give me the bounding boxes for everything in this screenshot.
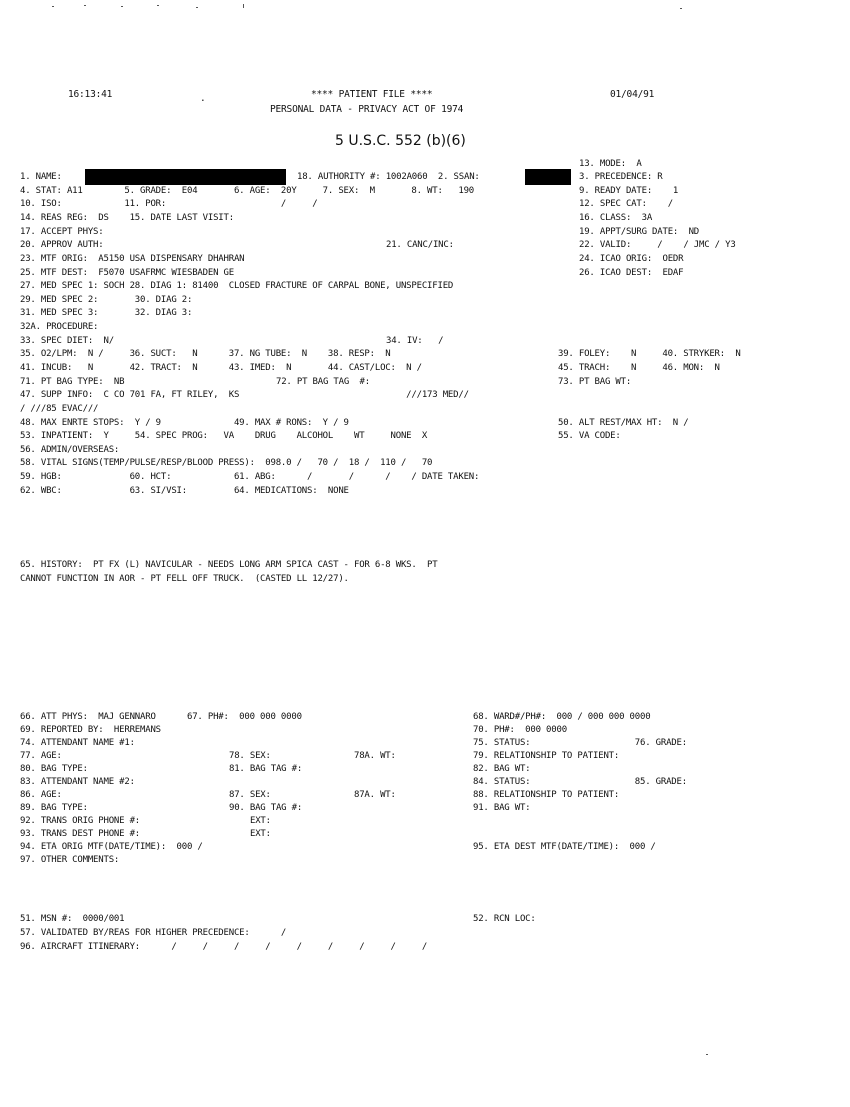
form-line: 62. WBC: 63. SI/VSI: 64. MEDICATIONS: NONE <box>20 486 349 496</box>
foia-exemption-stamp: 5 U.S.C. 552 (b)(6) <box>335 133 466 149</box>
form-line: 3. PRECEDENCE: R <box>579 172 663 182</box>
form-line: 50. ALT REST/MAX HT: N / <box>558 418 689 428</box>
ssan-redaction <box>525 169 571 185</box>
form-line: 83. ATTENDANT NAME #2: <box>20 777 135 787</box>
form-line: 88. RELATIONSHIP TO PATIENT: <box>473 790 620 800</box>
document-title: **** PATIENT FILE **** <box>311 89 433 100</box>
form-line: 70. PH#: 000 0000 <box>473 725 567 735</box>
form-line: 92. TRANS ORIG PHONE #: <box>20 816 141 826</box>
form-line: EXT: <box>250 829 271 839</box>
form-line: CANNOT FUNCTION IN AOR - PT FELL OFF TRUCK. (CASTED LL 12/27). <box>20 574 349 584</box>
form-line: 91. BAG WT: <box>473 803 531 813</box>
form-line: 14. REAS REG: DS 15. DATE LAST VISIT: <box>20 213 234 223</box>
form-line: 82. BAG WT: <box>473 764 531 774</box>
form-line: 1. NAME: <box>20 172 62 182</box>
scan-speck <box>121 6 123 7</box>
form-line: 84. STATUS: 85. GRADE: <box>473 777 687 787</box>
header-dot: . <box>200 93 206 104</box>
form-line: 72. PT BAG TAG #: <box>276 377 370 387</box>
form-line: 12. SPEC CAT: / <box>579 199 673 209</box>
form-line: 22. VALID: / / JMC / Y3 <box>579 240 736 250</box>
form-line: 69. REPORTED BY: HERREMANS <box>20 725 161 735</box>
form-line: 26. ICAO DEST: EDAF <box>579 268 684 278</box>
form-line: EXT: <box>250 816 271 826</box>
form-line: 23. MTF ORIG: A5150 USA DISPENSARY DHAHRAN <box>20 254 245 264</box>
form-line: 78A. WT: <box>354 751 396 761</box>
form-line: 79. RELATIONSHIP TO PATIENT: <box>473 751 620 761</box>
form-line: 33. SPEC DIET: N/ <box>20 336 114 346</box>
scan-speck <box>52 6 54 7</box>
report-time: 16:13:41 <box>68 89 113 100</box>
form-line: 48. MAX ENRTE STOPS: Y / 9 49. MAX # RONS: Y / 9 <box>20 418 349 428</box>
form-line: 89. BAG TYPE: <box>20 803 88 813</box>
form-line: 65. HISTORY: PT FX (L) NAVICULAR - NEEDS LONG ARM SPICA CAST - FOR 6-8 WKS. PT <box>20 560 438 570</box>
form-line: 87A. WT: <box>354 790 396 800</box>
form-line: 16. CLASS: 3A <box>579 213 653 223</box>
form-line: / ///85 EVAC/// <box>20 404 99 414</box>
form-line: 73. PT BAG WT: <box>558 377 632 387</box>
form-line: 53. INPATIENT: Y 54. SPEC PROG: VA DRUG ALCOHOL WT NONE X <box>20 431 428 441</box>
form-line: 10. ISO: 11. POR: / / <box>20 199 318 209</box>
form-line: 55. VA CODE: <box>558 431 621 441</box>
form-line: 68. WARD#/PH#: 000 / 000 000 0000 <box>473 712 651 722</box>
form-line: 21. CANC/INC: <box>386 240 454 250</box>
form-line: 93. TRANS DEST PHONE #: <box>20 829 141 839</box>
form-line: 34. IV: / <box>386 336 444 346</box>
form-line: 95. ETA DEST MTF(DATE/TIME): 000 / <box>473 842 656 852</box>
form-line: 4. STAT: A11 5. GRADE: E04 6. AGE: 20Y 7. SEX: M 8. WT: 190 <box>20 186 475 196</box>
form-line: 74. ATTENDANT NAME #1: <box>20 738 135 748</box>
form-line: 58. VITAL SIGNS(TEMP/PULSE/RESP/BLOOD PRESS): 098.0 / 70 / 18 / 110 / 70 <box>20 458 433 468</box>
form-line: 77. AGE: <box>20 751 62 761</box>
form-line: 41. INCUB: N 42. TRACT: N 43. IMED: N 44. CAST/LOC: N / <box>20 363 422 373</box>
scan-speck <box>680 8 682 9</box>
form-line: 94. ETA ORIG MTF(DATE/TIME): 000 / <box>20 842 203 852</box>
form-line: 35. O2/LPM: N / 36. SUCT: N 37. NG TUBE: N 38. RESP: N <box>20 349 391 359</box>
privacy-notice: PERSONAL DATA - PRIVACY ACT OF 1974 <box>270 104 464 115</box>
form-line: 17. ACCEPT PHYS: <box>20 227 104 237</box>
form-line: 80. BAG TYPE: <box>20 764 88 774</box>
scan-speck <box>706 1054 708 1055</box>
report-date: 01/04/91 <box>610 89 655 100</box>
form-line: 90. BAG TAG #: <box>229 803 303 813</box>
form-line: 87. SEX: <box>229 790 271 800</box>
form-line: 59. HGB: 60. HCT: 61. ABG: / / / / DATE TAKEN: <box>20 472 480 482</box>
form-line: 47. SUPP INFO: C CO 701 FA, FT RILEY, KS ///173 MED// <box>20 390 469 400</box>
form-line: 51. MSN #: 0000/001 <box>20 914 125 924</box>
scan-speck <box>157 5 159 6</box>
name-redaction <box>85 169 286 185</box>
form-line: 96. AIRCRAFT ITINERARY: / / / / / / / / / <box>20 942 428 952</box>
form-line: 78. SEX: <box>229 751 271 761</box>
form-line: 27. MED SPEC 1: SOCH 28. DIAG 1: 81400 CLOSED FRACTURE OF CARPAL BONE, UNSPECIFIED <box>20 281 454 291</box>
form-line: 75. STATUS: 76. GRADE: <box>473 738 687 748</box>
form-line: 52. RCN LOC: <box>473 914 536 924</box>
scan-speck <box>196 7 198 8</box>
form-line: 86. AGE: <box>20 790 62 800</box>
form-line: 56. ADMIN/OVERSEAS: <box>20 445 120 455</box>
form-line: 39. FOLEY: N 40. STRYKER: N <box>558 349 741 359</box>
form-line: 71. PT BAG TYPE: NB <box>20 377 125 387</box>
form-line: 24. ICAO ORIG: OEDR <box>579 254 684 264</box>
form-line: 57. VALIDATED BY/REAS FOR HIGHER PRECEDENCE: / <box>20 928 287 938</box>
form-line: 19. APPT/SURG DATE: ND <box>579 227 700 237</box>
form-line: 20. APPROV AUTH: <box>20 240 104 250</box>
form-line: 31. MED SPEC 3: 32. DIAG 3: <box>20 308 193 318</box>
scan-speck <box>243 4 244 8</box>
form-line: 18. AUTHORITY #: 1002A060 2. SSAN: <box>297 172 480 182</box>
form-line: 29. MED SPEC 2: 30. DIAG 2: <box>20 295 193 305</box>
form-line: 25. MTF DEST: F5070 USAFRMC WIESBADEN GE <box>20 268 234 278</box>
form-line: 32A. PROCEDURE: <box>20 322 99 332</box>
form-line: 13. MODE: A <box>579 159 642 169</box>
form-line: 45. TRACH: N 46. MON: N <box>558 363 720 373</box>
scan-speck <box>84 5 86 6</box>
form-line: 9. READY DATE: 1 <box>579 186 679 196</box>
form-line: 81. BAG TAG #: <box>229 764 303 774</box>
form-line: 66. ATT PHYS: MAJ GENNARO 67. PH#: 000 000 0000 <box>20 712 302 722</box>
form-line: 97. OTHER COMMENTS: <box>20 855 120 865</box>
